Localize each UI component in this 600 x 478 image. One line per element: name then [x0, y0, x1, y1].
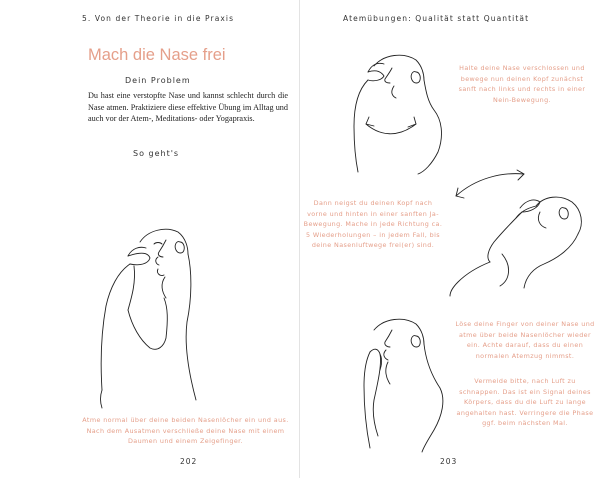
- caption-step-3: Dann neigst du deinen Kopf nach vorne und hinten in einer sanften Ja-Bewegung. Mache in jede Richtung ca. 5 Wiederholungen – in jedem Fall, bis deine Nasenluftwege frei(er) sind.: [303, 199, 443, 249]
- left-page: [0, 0, 299, 478]
- head-nod-yes-figure: [440, 168, 590, 296]
- running-head-left: 5. Von der Theorie in die Praxis: [82, 14, 235, 23]
- caption-step-4: Löse deine Finger von deiner Nase und atme über beide Nasenlöcher wieder ein. Achte darauf, dass du einen normalen Atemzug nimmst.: [455, 320, 595, 360]
- page-number-left: 202: [180, 457, 198, 466]
- problem-heading: Dein Problem: [125, 76, 191, 85]
- caption-step-1: Atme normal über deine beiden Nasenlöcher ein und aus. Nach dem Ausatmen verschließe deine Nase mit einem Daumen und einem Zeigefinger.: [82, 416, 289, 445]
- person-holding-nose-figure: [88, 222, 288, 412]
- page-number-right: 203: [440, 457, 458, 466]
- right-page: [300, 0, 600, 478]
- page-title: Mach die Nase frei: [88, 46, 226, 64]
- howto-heading: So geht's: [133, 149, 180, 158]
- caption-step-5: Vermeide bitte, nach Luft zu schnappen. Das ist ein Signal deines Körpers, dass du die Luft zu lange angehalten hast. Verringere die Phase ggf. beim nächsten Mal.: [456, 377, 594, 427]
- running-head-right: Atemübungen: Qualität statt Quantität: [343, 14, 530, 23]
- head-shake-no-figure: [344, 46, 454, 174]
- releasing-nose-figure: [344, 312, 454, 452]
- caption-step-2: Halte deine Nase verschlossen und bewege nun deinen Kopf zunächst sanft nach links und rechts in einer Nein-Bewegung.: [458, 64, 586, 104]
- problem-text: Du hast eine verstopfte Nase und kannst schlecht durch die Nase atmen. Praktiziere diese effektive Übung im Alltag und auch vor der Atem-, Meditations- oder Yogapraxis.: [88, 91, 288, 123]
